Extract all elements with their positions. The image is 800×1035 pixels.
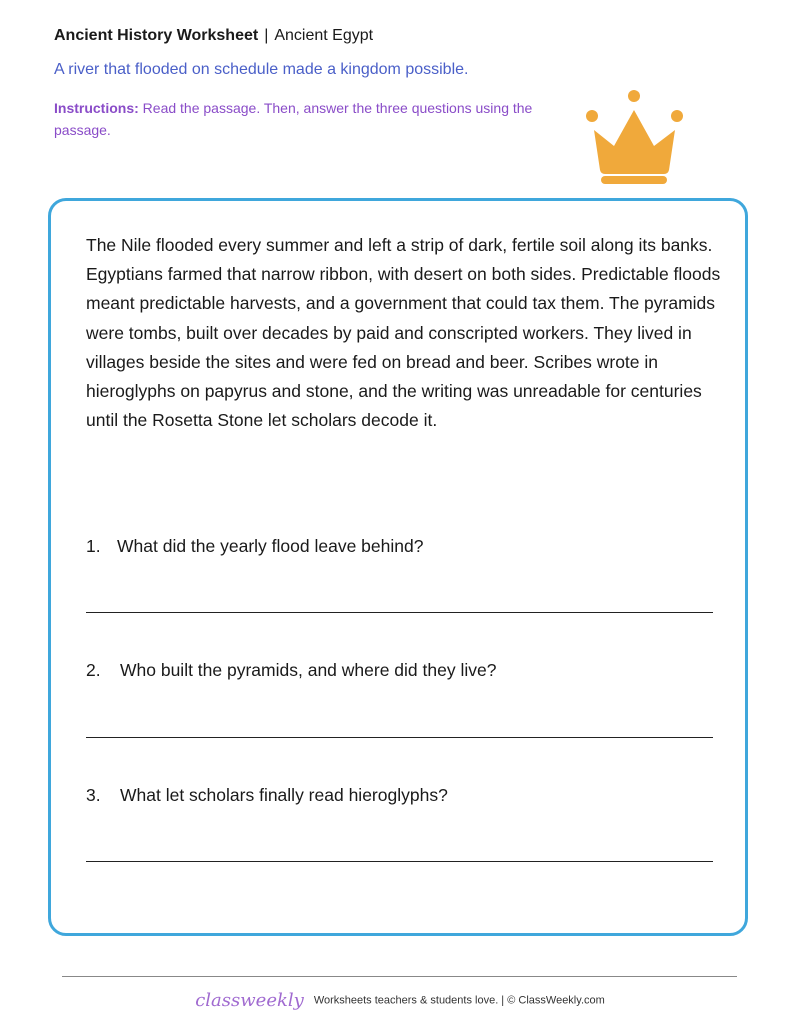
question-3 [86,784,448,806]
question-1 [86,535,423,557]
question-number: 1. [86,536,101,556]
answer-line-3[interactable] [86,861,713,862]
worksheet-header [54,26,373,46]
header-separator: | [264,27,269,44]
question-2 [86,659,496,681]
answer-line-1[interactable] [86,612,713,613]
footer-tagline: Worksheets teachers & students love. | © ClassWeekly.com [313,994,605,1007]
worksheet-subtitle: A river that flooded on schedule made a kingdom possible. [54,61,469,78]
question-number: 2. [86,660,101,680]
instructions-label: Instructions: [54,100,139,116]
crown-icon [580,86,690,190]
footer-divider [62,976,737,977]
question-number: 3. [86,785,101,805]
question-text: Who built the pyramids, and where did they live? [120,660,497,680]
question-text: What did the yearly flood leave behind? [117,536,424,556]
answer-line-2[interactable] [86,737,713,738]
worksheet-topic: Ancient Egypt [274,27,374,44]
question-text: What let scholars finally read hieroglyphs? [120,785,448,805]
footer [0,990,800,1011]
brand-logo: classweekly [195,990,304,1011]
instructions-text: Read the passage. Then, answer the three questions using the passage. [54,100,533,138]
worksheet-subject: Ancient History Worksheet [54,27,259,44]
instructions [54,97,564,141]
reading-passage: The Nile flooded every summer and left a strip of dark, fertile soil along its banks. Egyptians farmed that narrow ribbon, with desert on both sides. Predictable floods meant predictable harvests, and a government that could tax them. The pyramids were tombs, built over decades by paid and conscripted workers. They lived in villages beside the sites and were fed on bread and beer. Scribes wrote in hieroglyphs on papyrus and stone, and the writing was unreadable for centuries until the Rosetta Stone let scholars decode it. [86,235,721,431]
